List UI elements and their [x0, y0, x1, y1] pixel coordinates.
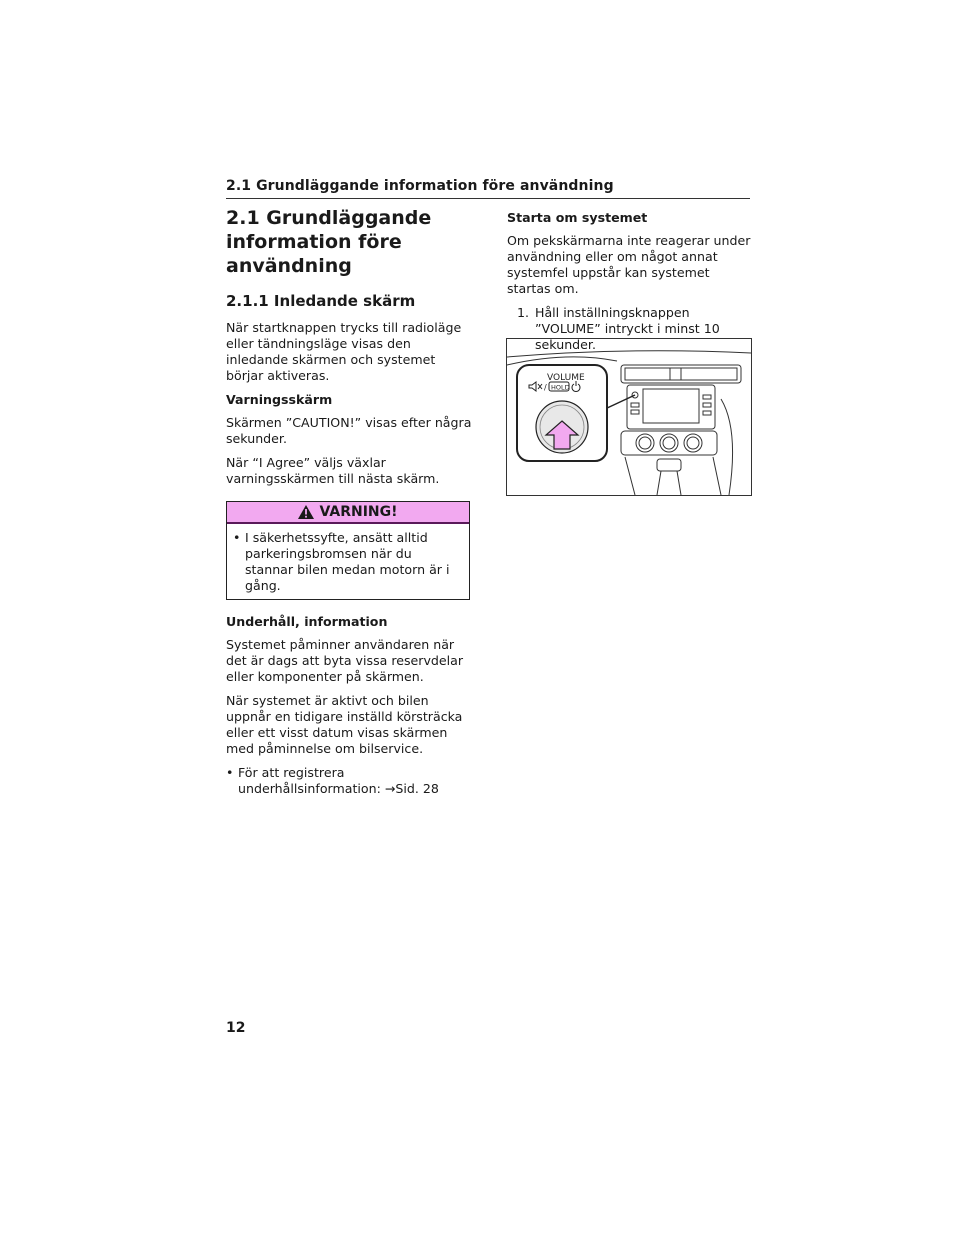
left-column: [226, 206, 474, 797]
step-text: Håll inställningsknappen ”VOLUME” intryckt i minst 10 sekunder.: [535, 305, 720, 352]
maintenance-bullet-text[interactable]: För att registrera underhållsinformation: →Sid. 28: [238, 765, 439, 796]
hold-label: HOLD: [551, 383, 570, 392]
warning-box: [226, 501, 470, 600]
bullet-dot: •: [226, 765, 234, 780]
agree-paragraph: När “I Agree” väljs växlar varningsskärmen till nästa skärm.: [226, 455, 440, 486]
restart-heading: Starta om systemet: [507, 210, 648, 225]
warning-triangle-icon: [298, 505, 314, 519]
subsection-title: 2.1.1 Inledande skärm: [226, 292, 416, 310]
warning-label: VARNING!: [319, 504, 398, 520]
maintenance-heading: Underhåll, information: [226, 614, 388, 629]
warning-body: [227, 524, 469, 599]
maintenance-bullet: [226, 765, 474, 797]
restart-paragraph: Om pekskärmarna inte reagerar under användning eller om något annat systemfel uppstår kan systemet startas om.: [507, 233, 751, 296]
caution-heading: Varningsskärm: [226, 392, 333, 407]
step-number: 1.: [517, 305, 530, 320]
warning-header: [227, 502, 469, 524]
volume-label: VOLUME: [547, 373, 585, 383]
maintenance-paragraph-1: Systemet påminner användaren när det är dags att byta vissa reservdelar eller komponenter på skärmen.: [226, 637, 464, 684]
warning-bullet-text: I säkerhetssyfte, ansätt alltid parkeringsbromsen när du stannar bilen medan motorn är i gång.: [245, 530, 450, 593]
maintenance-paragraph-2: När systemet är aktivt och bilen uppnår en tidigare inställd körsträcka eller ett visst datum visas skärmen med påminnelse om bilservice.: [226, 693, 463, 756]
right-column: [507, 210, 751, 353]
section-title-line: information före: [226, 231, 402, 253]
section-title-line: användning: [226, 255, 352, 277]
caution-paragraph: Skärmen ”CAUTION!” visas efter några sekunder.: [226, 415, 472, 446]
dashboard-drawing: [507, 339, 751, 495]
header-rule: [226, 198, 750, 199]
section-title: [226, 206, 474, 278]
volume-knob-illustration: [506, 338, 752, 496]
page-number: 12: [226, 1020, 246, 1036]
section-title-line: 2.1 Grundläggande: [226, 207, 432, 229]
bullet-dot: •: [233, 530, 241, 545]
running-header: 2.1 Grundläggande information före användning: [226, 178, 614, 194]
svg-text:/: /: [544, 383, 547, 392]
intro-paragraph: När startknappen trycks till radioläge eller tändningsläge visas den inledande skärmen och systemet börjar aktiveras.: [226, 320, 462, 383]
warning-bullet: [233, 530, 463, 594]
